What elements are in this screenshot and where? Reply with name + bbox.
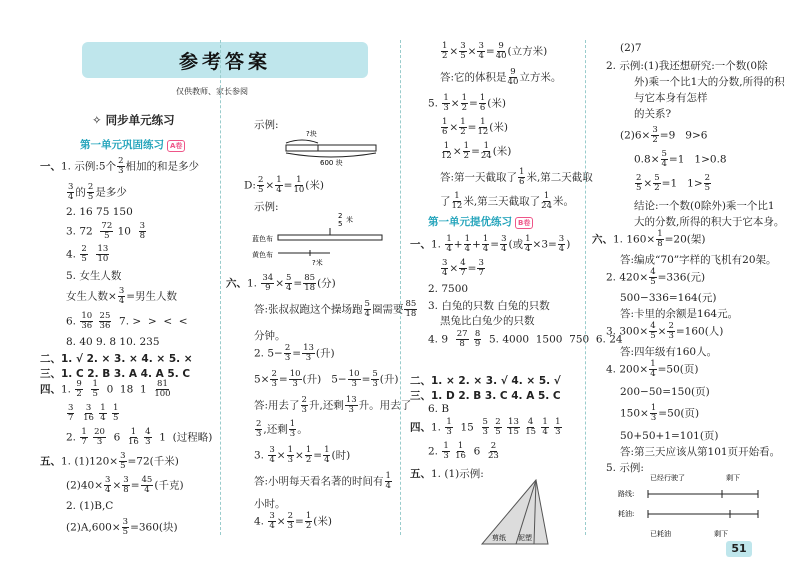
section-title — [80, 137, 185, 152]
column-divider — [400, 40, 401, 535]
answer-line: 3. 白兔的只数 白兔的只数 — [428, 300, 550, 312]
diagram-label: 2 — [338, 212, 343, 220]
answer-line: 2. (1)B,C — [66, 500, 114, 512]
column-divider — [220, 40, 221, 535]
answer-line: 四、1. $\frac{9}{2}$ $\frac{1}{5}$ 0 18 1 $\frac{81}{100}$ — [40, 379, 171, 399]
answer-line: 一、1. 示例:5个 $\frac{2}{3}$ 相加的和是多少 — [40, 156, 199, 176]
diagram-label: 剪纸 — [492, 534, 506, 542]
answer-line: 6. B — [428, 403, 450, 415]
answer-line: 2. 示例:(1)我还想研究:一个数(0除 — [606, 60, 768, 72]
answer-line: 四、1. $\frac{1}{3}$ 15 $\frac{5}{3}$ $\frac{2}{5}$ $\frac{13}{15}$ $\frac{4}{15}$ $\frac{1}{4}$ $\frac{1}{3}$ — [410, 417, 561, 437]
diagram-label: 剩下 — [714, 530, 728, 538]
answer-line: 50+50+1=101(页) — [620, 430, 719, 442]
diagram-label: 耗油: — [618, 510, 635, 518]
answer-line: $\frac{3}{4}$ × $\frac{4}{7}$ = $\frac{3}{7}$ — [442, 258, 484, 278]
route-fuel-diagram — [618, 470, 768, 542]
answer-line: 4. 9 $\frac{27}{8}$ $\frac{8}{9}$ 5. 4000 1500 750 6. 24 — [428, 329, 623, 349]
answer-line: 3. $\frac{3}{4}$ × $\frac{1}{3}$ × $\frac{1}{2}$ = $\frac{1}{4}$ (时) — [254, 445, 351, 465]
answer-line: 示例: — [254, 119, 279, 131]
answer-line: D: $\frac{2}{5}$ × $\frac{1}{4}$ = $\frac{1}{10}$ (米) — [244, 175, 324, 195]
diagram-label: 剩下 — [726, 474, 740, 482]
answer-line: 六、1. 160× $\frac{1}{8}$ =20(架) — [592, 229, 706, 249]
answer-line: 500−336=164(元) — [620, 292, 717, 304]
unit-title: ✧ 同步单元练习 — [92, 113, 175, 127]
answer-line: $\frac{1}{2}$ × $\frac{3}{5}$ × $\frac{3}{4}$ = $\frac{9}{40}$ (立方米) — [442, 41, 548, 61]
answer-line: 与它本身有怎样 — [634, 92, 708, 104]
answer-line: 4. 200× $\frac{1}{4}$ =50(页) — [606, 359, 699, 379]
diagram-label: 米 — [346, 216, 353, 224]
answer-line: (2)40× $\frac{3}{4}$ × $\frac{3}{8}$ = $\frac{45}{4}$ (千克) — [66, 475, 184, 495]
answer-line: (2)6× $\frac{3}{2}$ =9 9>6 — [620, 125, 708, 145]
answer-line: 黑兔比白兔少的只数 — [440, 315, 535, 327]
answer-line: 8. 40 9. 8 10. 235 — [66, 336, 160, 348]
diagram-label: 路线: — [618, 490, 635, 498]
answer-line: 答:张叔叔跑这个操场跑 $\frac{5}{4}$ 圈需要 $\frac{85}{18}$ — [254, 299, 417, 319]
answer-line: 5. 示例: — [606, 462, 644, 474]
answer-line: 2. 5− $\frac{2}{3}$ = $\frac{13}{3}$ (升) — [254, 343, 335, 363]
answer-line: $\frac{2}{3}$ ,还剩 $\frac{1}{3}$ 。 — [256, 419, 308, 439]
answer-line: 答:它的体积是 $\frac{9}{40}$ 立方米。 — [440, 67, 562, 87]
answer-line: $\frac{2}{5}$ × $\frac{5}{2}$ =1 1> $\frac{2}{5}$ — [636, 173, 711, 193]
answer-line: 结论:一个数(0除外)乘一个比1 — [634, 200, 775, 212]
page-number: 51 — [726, 541, 752, 557]
diagram-label: 蓝色布 — [252, 235, 273, 243]
answer-line: 了 $\frac{1}{12}$ 米,第三天截取了 $\frac{1}{24}$ 米。 — [440, 191, 574, 211]
answer-line: 5. 女生人数 — [66, 270, 122, 282]
bar-diagram-cloth — [250, 208, 390, 266]
answer-line: 三、1. D 2. B 3. C 4. A 5. C — [410, 390, 561, 402]
section-title-text: 第一单元提优练习 — [428, 216, 512, 228]
answer-line: 三、1. C 2. B 3. A 4. A 5. C — [40, 368, 191, 380]
answer-line: 答:用去了 $\frac{2}{3}$ 升,还剩 $\frac{13}{3}$ 升。用去了 — [254, 395, 412, 415]
subtitle: 仅供教师、家长参阅 — [176, 87, 248, 96]
column-divider — [585, 40, 586, 535]
answer-line: 6. $\frac{10}{36}$ $\frac{25}{36}$ 7. > > < < — [66, 311, 188, 331]
answer-line: $\frac{1}{6}$ × $\frac{1}{2}$ = $\frac{1}{12}$ (米) — [442, 117, 508, 137]
answer-line: 六、1. $\frac{34}{9}$ × $\frac{5}{4}$ = $\frac{85}{18}$ (分) — [226, 273, 336, 293]
triangle-diagram — [478, 478, 550, 548]
answer-line: 5. $\frac{1}{3}$ × $\frac{1}{2}$ = $\frac{1}{6}$ (米) — [428, 93, 506, 113]
answer-line: 大的分数,所得的积大于它本身。 — [634, 216, 785, 228]
answer-line: 4. $\frac{3}{4}$ × $\frac{2}{3}$ = $\frac{1}{2}$ (米) — [254, 511, 332, 531]
answer-line: 3. 72 $\frac{72}{5}$ 10 $\frac{3}{8}$ — [66, 221, 146, 241]
diagram-label: 黄色布 — [252, 251, 273, 259]
answer-line: $\frac{3}{4}$ 的 $\frac{2}{5}$ 是多少 — [68, 182, 127, 202]
answer-line: 200−50=150(页) — [620, 386, 710, 398]
answer-line: 一、1. $\frac{1}{4}$ + $\frac{1}{4}$ + $\frac{1}{4}$ = $\frac{3}{4}$ (或 $\frac{1}{4}$ ×3= $\frac{3}{4}$ ) — [410, 234, 571, 254]
answer-line: 2. $\frac{1}{3}$ $\frac{1}{16}$ 6 $\frac{2}{23}$ — [428, 441, 499, 461]
answer-title-banner — [82, 42, 368, 78]
answer-line: 五、1. (1)120× $\frac{3}{5}$ =72(千米) — [40, 451, 179, 471]
answer-line: 五、1. (1)示例: — [410, 468, 484, 480]
diagram-label: 5 — [338, 220, 343, 228]
answer-line: 2. 420× $\frac{4}{5}$ =336(元) — [606, 267, 706, 287]
diagram-label: 已经行驶了 — [650, 474, 685, 482]
answer-line: 2. 7500 — [428, 283, 469, 295]
answer-line: $\frac{1}{12}$ × $\frac{1}{2}$ = $\frac{1}{24}$ (米) — [441, 141, 512, 161]
answer-line: 答:小明每天看名著的时间有 $\frac{1}{4}$ — [254, 471, 391, 491]
bar-diagram-blocks — [278, 127, 388, 167]
answer-line: 5× $\frac{2}{3}$ = $\frac{10}{3}$ (升) 5− $\frac{10}{3}$ = $\frac{5}{3}$ (升) — [254, 369, 399, 389]
answer-line: 150× $\frac{1}{3}$ =50(页) — [620, 403, 700, 423]
answer-line: (2)7 — [620, 42, 642, 54]
answer-line: 的关系? — [634, 108, 672, 120]
answer-line: 答:四年级有160人。 — [620, 346, 718, 358]
answer-line: 小时。 — [254, 498, 286, 510]
answer-line: (2)A,600× $\frac{3}{5}$ =360(块) — [66, 517, 178, 537]
page-title: 参考答案 — [178, 50, 271, 73]
answer-line: 外)乘一个比1大的分数,所得的积 — [634, 76, 785, 88]
section-title — [428, 214, 533, 229]
answer-line: 女生人数× $\frac{3}{4}$ =男生人数 — [66, 286, 178, 306]
section-tag: A卷 — [167, 140, 185, 152]
answer-line: 答:第三天应该从第101页开始看。 — [620, 446, 781, 458]
section-tag: B卷 — [515, 217, 533, 229]
answer-line: 分钟。 — [254, 330, 286, 342]
diagram-label: 已耗油 — [650, 530, 671, 538]
diagram-label: 600 块 — [320, 159, 343, 167]
answer-line: 2. $\frac{1}{7}$ $\frac{20}{3}$ 6 $\frac{1}{16}$ $\frac{4}{3}$ 1 (过程略) — [66, 427, 213, 447]
diagram-label: ?米 — [312, 259, 323, 266]
answer-line: $\frac{3}{7}$ $\frac{3}{16}$ $\frac{1}{4}$ $\frac{1}{5}$ — [68, 403, 119, 423]
section-title-text: 第一单元巩固练习 — [80, 139, 164, 151]
answer-line: 示例: — [254, 201, 279, 213]
answer-line: 2. 16 75 150 — [66, 206, 133, 218]
answer-line: 答:编成“70”字样的飞机有20架。 — [620, 254, 777, 266]
answer-line: 3. 300× $\frac{4}{5}$ × $\frac{2}{3}$ =160(人) — [606, 321, 724, 341]
unit-title-text: 同步单元练习 — [105, 113, 175, 127]
diagram-label: 泥塑 — [518, 534, 532, 542]
answer-line: 二、1. √ 2. × 3. × 4. × 5. × — [40, 353, 193, 365]
answer-line: 答:第一天截取了 $\frac{1}{6}$ 米,第二天截取 — [440, 167, 593, 187]
answer-line: 二、1. × 2. × 3. √ 4. × 5. √ — [410, 375, 561, 387]
answer-line: 0.8× $\frac{5}{4}$ =1 1>0.8 — [634, 149, 727, 169]
answer-line: 答:卡里的余额是164元。 — [620, 308, 739, 320]
diagram-label: ?块 — [306, 130, 317, 138]
answer-line: 4. $\frac{2}{5}$ $\frac{13}{10}$ — [66, 244, 109, 264]
